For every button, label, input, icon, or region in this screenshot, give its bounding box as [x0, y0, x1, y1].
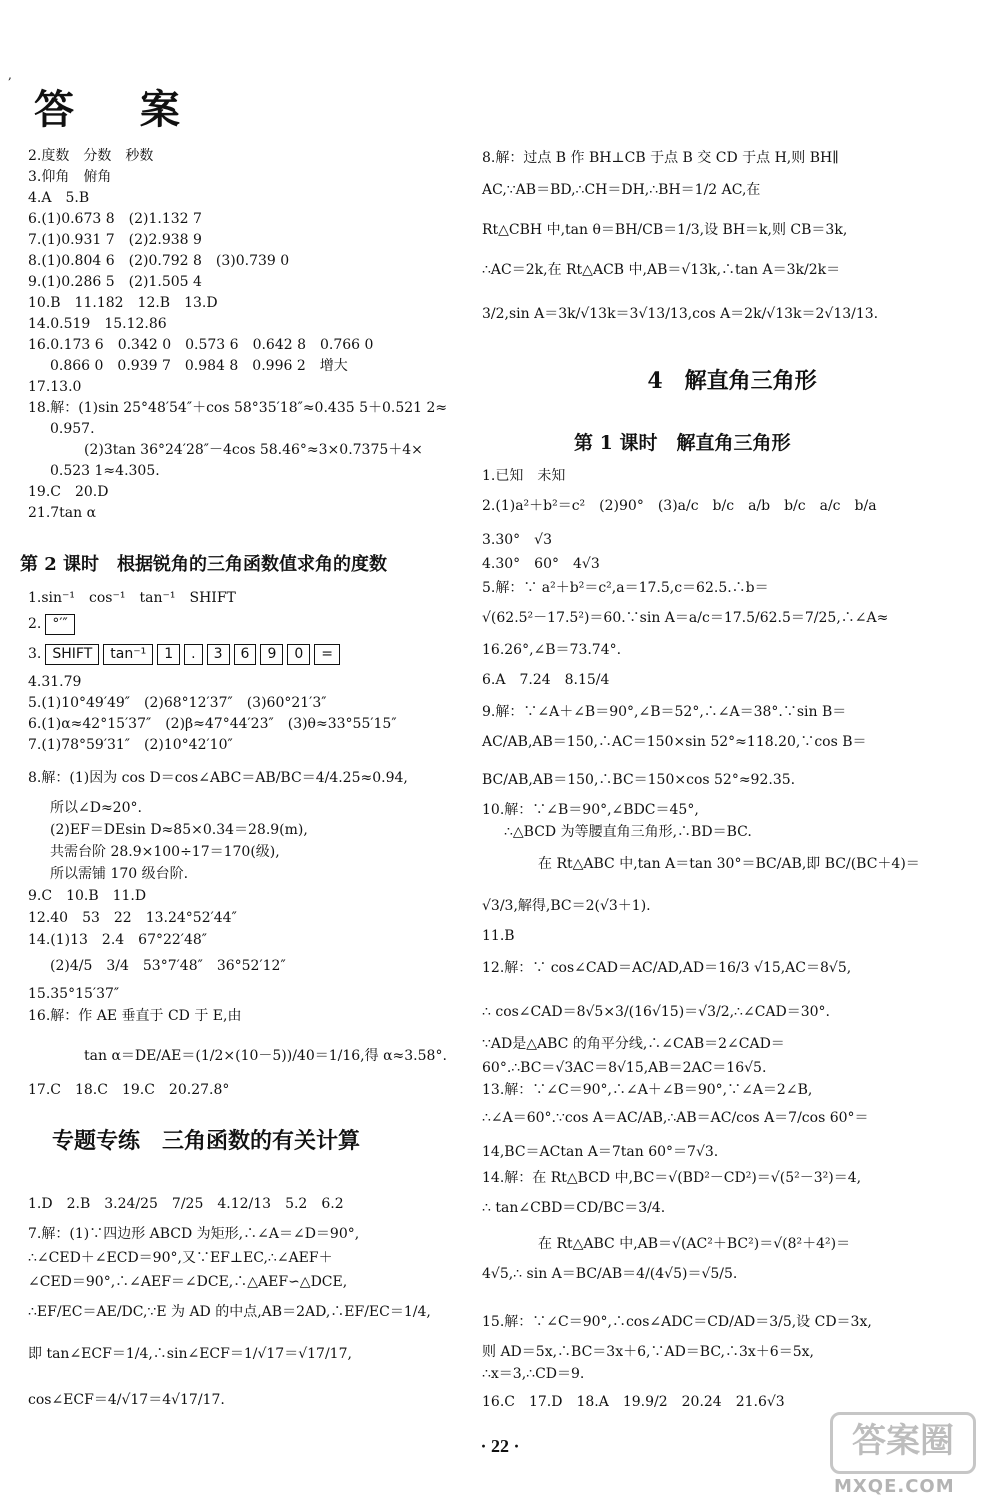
digit-key: 1	[157, 644, 180, 665]
answer-line: ∠CED＝90°,∴∠AEF＝∠DCE,∴△AEF∽△DCE,	[28, 1274, 348, 1290]
section-heading: 第 2 课时 根据锐角的三角函数值求角的度数	[20, 554, 388, 575]
answer-line: 1.已知 未知	[482, 468, 566, 484]
answer-line: ∴ cos∠CAD＝8√5×3/(16√15)＝√3/2,∴∠CAD＝30°.	[482, 1004, 831, 1020]
decimal-key: .	[184, 644, 202, 665]
answer-line: ∴△BCD 为等腰直角三角形,∴BD＝BC.	[504, 824, 752, 840]
answer-line: 21.7tan α	[28, 505, 97, 521]
answer-line: 9.C 10.B 11.D	[28, 888, 147, 904]
answer-line: 9.解：∵∠A＋∠B＝90°,∠B＝52°,∴∠A＝38°.∵sin B＝	[482, 704, 847, 720]
answer-line: ∴∠A＝60°.∵cos A＝AC/AB,∴AB＝AC/cos A＝7/cos 60°＝	[482, 1110, 869, 1126]
answer-line: 4.30° 60° 4√3	[482, 556, 600, 572]
answer-line: 12.解：∵ cos∠CAD＝AC/AD,AD＝16/3 √15,AC＝8√5,	[482, 960, 852, 976]
answer-line: 6.A 7.24 8.15/4	[482, 672, 610, 688]
margin-mark: ,	[8, 68, 12, 82]
page-title: 答 案	[34, 86, 206, 133]
answer-line: 即 tan∠ECF＝1/4,∴sin∠ECF＝1/√17＝√17/17,	[28, 1346, 352, 1362]
answer-line: 8.解：过点 B 作 BH⊥CB 于点 B 交 CD 于点 H,则 BH∥	[482, 150, 839, 166]
keypad-answer	[28, 614, 75, 635]
answer-number: 3.	[28, 646, 42, 662]
answer-line: (2)EF＝DEsin D≈85×0.34＝28.9(m),	[50, 822, 308, 838]
digit-key: 6	[234, 644, 257, 665]
answer-line: 17.13.0	[28, 379, 82, 395]
answer-line: 1.sin⁻¹ cos⁻¹ tan⁻¹ SHIFT	[28, 590, 236, 606]
answer-line: 则 AD＝5x,∴BC＝3x＋6,∵AD＝BC,∴3x＋6＝5x,	[482, 1344, 814, 1360]
answer-line: ∴x＝3,∴CD＝9.	[482, 1366, 585, 1382]
answer-line: (2)3tan 36°24′28″－4cos 58.46°≈3×0.7375＋4×	[84, 442, 423, 458]
answer-line: 18.解：(1)sin 25°48′54″＋cos 58°35′18″≈0.435 5＋0.521 2≈	[28, 400, 448, 416]
inverse-tan-key: tan⁻¹	[103, 644, 153, 665]
answer-line: 11.B	[482, 928, 515, 944]
answer-line: 10.B 11.182 12.B 13.D	[28, 295, 218, 311]
answer-line: 13.解：∵∠C＝90°,∴∠A＋∠B＝90°,∵∠A＝2∠B,	[482, 1082, 813, 1098]
answer-line: 16.26°,∠B＝73.74°.	[482, 642, 622, 658]
answer-line: 2.度数 分数 秒数	[28, 148, 154, 164]
answer-line: 15.35°15′37″	[28, 986, 120, 1002]
answer-line: ∴EF/EC＝AE/DC,∵E 为 AD 的中点,AB＝2AD,∴EF/EC＝1/4,	[28, 1304, 431, 1320]
answer-line: Rt△CBH 中,tan θ＝BH/CB＝1/3,设 BH＝k,则 CB＝3k,	[482, 222, 848, 238]
answer-line: 7.(1)78°59′31″ (2)10°42′10″	[28, 737, 233, 753]
answer-line: √(62.5²－17.5²)＝60.∵sin A＝a/c＝17.5/62.5＝7/25,∴∠A≈	[482, 610, 889, 626]
answer-line: (2)4/5 3/4 53°7′48″ 36°52′12″	[50, 958, 286, 974]
answer-line: 0.866 0 0.939 7 0.984 8 0.996 2 增大	[50, 358, 348, 374]
answer-line: 10.解：∵∠B＝90°,∠BDC＝45°,	[482, 802, 699, 818]
page-number: · 22 ·	[480, 1436, 520, 1456]
answer-line: 7.解：(1)∵四边形 ABCD 为矩形,∴∠A＝∠D＝90°,	[28, 1226, 360, 1242]
answer-line: 6.(1)α≈42°15′37″ (2)β≈47°44′23″ (3)θ≈33°55′15″	[28, 716, 397, 732]
answer-line: 2.(1)a²＋b²＝c² (2)90° (3)a/c b/c a/b b/c a/c b/a	[482, 498, 877, 514]
answer-line: 所以∠D≈20°.	[50, 800, 142, 816]
answer-line: 14.解：在 Rt△BCD 中,BC＝√(BD²－CD²)＝√(5²－3²)＝4,	[482, 1170, 862, 1186]
answer-line: 17.C 18.C 19.C 20.27.8°	[28, 1082, 230, 1098]
answer-number: 2.	[28, 616, 42, 632]
lesson-heading: 第 1 课时 解直角三角形	[574, 432, 791, 454]
answer-line: 16.C 17.D 18.A 19.9/2 20.24 21.6√3	[482, 1394, 785, 1410]
answer-line: 14,BC＝ACtan A＝7tan 60°＝7√3.	[482, 1144, 719, 1160]
answer-line: 14.0.519 15.12.86	[28, 316, 167, 332]
answer-line: 4.31.79	[28, 674, 82, 690]
answer-line: 1.D 2.B 3.24/25 7/25 4.12/13 5.2 6.2	[28, 1196, 344, 1212]
answer-line: ∴∠CED＋∠ECD＝90°,又∵EF⊥EC,∴∠AEF＋	[28, 1250, 333, 1266]
shift-key: SHIFT	[45, 644, 99, 665]
answer-line: AC,∵AB＝BD,∴CH＝DH,∴BH＝1/2 AC,在	[482, 182, 761, 198]
answer-line: 0.523 1≈4.305.	[50, 463, 160, 479]
answer-line: 60°.∴BC＝√3AC＝8√15,AB＝2AC＝16√5.	[482, 1060, 767, 1076]
digit-key: 3	[207, 644, 230, 665]
keypad-sequence	[28, 644, 340, 665]
answer-line: 所以需铺 170 级台阶.	[50, 866, 189, 882]
answer-line: ∵AD是△ABC 的角平分线,∴∠CAB＝2∠CAD＝	[482, 1036, 785, 1052]
watermark-site: MXQE.COM	[834, 1476, 955, 1498]
equals-key: =	[314, 644, 340, 665]
answer-line: 9.(1)0.286 5 (2)1.505 4	[28, 274, 202, 290]
answer-line: 4.A 5.B	[28, 190, 90, 206]
answer-line: 5.解：∵ a²＋b²＝c²,a＝17.5,c＝62.5.∴b＝	[482, 580, 769, 596]
answer-line: 8.(1)0.804 6 (2)0.792 8 (3)0.739 0	[28, 253, 290, 269]
answer-line: BC/AB,AB＝150,∴BC＝150×cos 52°≈92.35.	[482, 772, 796, 788]
answer-line: 16.解：作 AE 垂直于 CD 于 E,由	[28, 1008, 242, 1024]
answer-line: 3/2,sin A＝3k/√13k＝3√13/13,cos A＝2k/√13k＝2√13/13.	[482, 306, 879, 322]
watermark-logo: 答案圈	[830, 1412, 976, 1474]
answer-line: 3.30° √3	[482, 532, 552, 548]
answer-line: √3/3,解得,BC＝2(√3＋1).	[482, 898, 651, 914]
answer-line: 8.解：(1)因为 cos D＝cos∠ABC＝AB/BC＝4/4.25≈0.94,	[28, 770, 408, 786]
answer-line: 7.(1)0.931 7 (2)2.938 9	[28, 232, 202, 248]
answer-line: 12.40 53 22 13.24°52′44″	[28, 910, 237, 926]
answer-line: 在 Rt△ABC 中,tan A＝tan 30°＝BC/AB,即 BC/(BC＋4)＝	[538, 856, 920, 872]
answer-line: 4√5,∴ sin A＝BC/AB＝4/(4√5)＝√5/5.	[482, 1266, 738, 1282]
answer-line: ∴AC＝2k,在 Rt△ACB 中,AB＝√13k,∴tan A＝3k/2k＝	[482, 262, 841, 278]
answer-line: 3.仰角 俯角	[28, 169, 112, 185]
answer-line: 6.(1)0.673 8 (2)1.132 7	[28, 211, 202, 227]
section-heading: 专题专练 三角函数的有关计算	[52, 1128, 361, 1154]
answer-line: AC/AB,AB＝150,∴AC＝150×sin 52°≈118.20,∵cos B＝	[482, 734, 867, 750]
answer-line: 14.(1)13 2.4 67°22′48″	[28, 932, 208, 948]
digit-key: 9	[260, 644, 283, 665]
answer-line: 共需台阶 28.9×100÷17＝170(级),	[50, 844, 280, 860]
digit-key: 0	[287, 644, 310, 665]
answer-line: cos∠ECF＝4/√17＝4√17/17.	[28, 1392, 225, 1408]
answer-line: 在 Rt△ABC 中,AB＝√(AC²＋BC²)＝√(8²＋4²)＝	[538, 1236, 851, 1252]
answer-line: 19.C 20.D	[28, 484, 109, 500]
dms-key: °′″	[45, 614, 74, 635]
answer-line: 16.0.173 6 0.342 0 0.573 6 0.642 8 0.766 0	[28, 337, 374, 353]
answer-line: tan α＝DE/AE＝(1/2×(10－5))/40＝1/16,得 α≈3.58°.	[84, 1048, 447, 1064]
answer-line: ∴ tan∠CBD＝CD/BC＝3/4.	[482, 1200, 666, 1216]
answer-line: 0.957.	[50, 421, 95, 437]
answer-line: 5.(1)10°49′49″ (2)68°12′37″ (3)60°21′3″	[28, 695, 327, 711]
watermark	[820, 1410, 980, 1502]
section-heading: 4 解直角三角形	[647, 368, 817, 394]
answer-line: 15.解：∵∠C＝90°,∴cos∠ADC＝CD/AD＝3/5,设 CD＝3x,	[482, 1314, 872, 1330]
